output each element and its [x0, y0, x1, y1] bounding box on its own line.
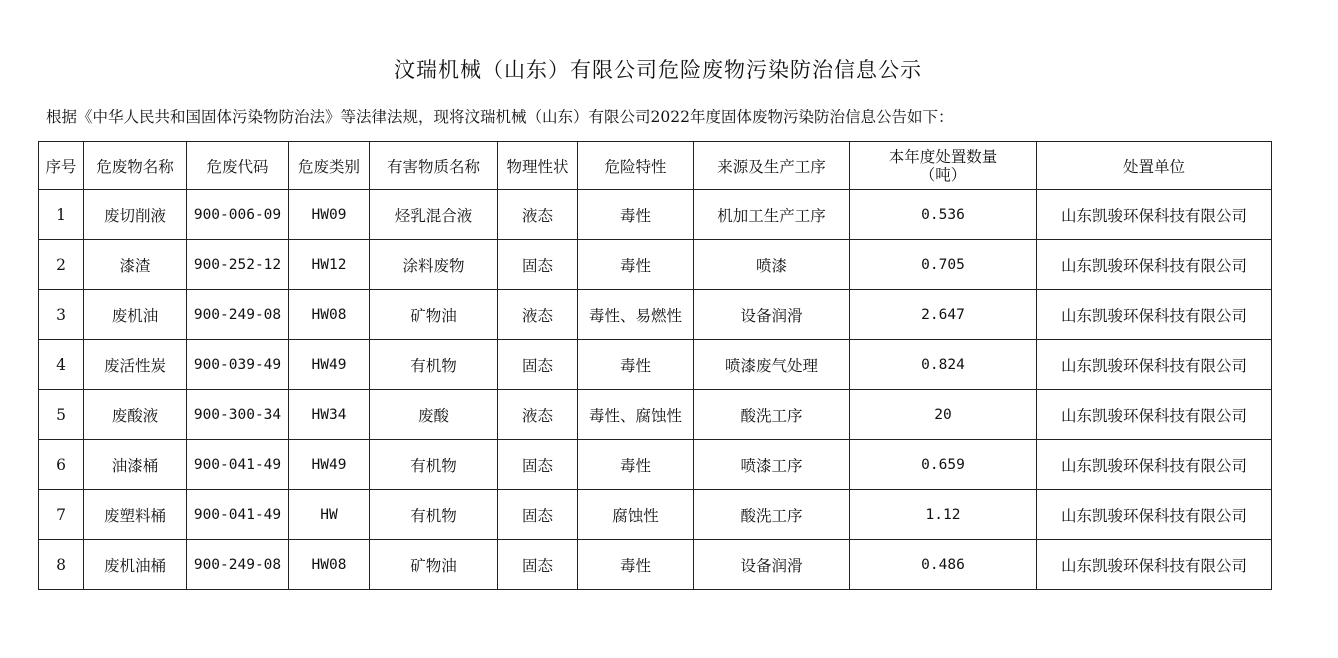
document-title: 汶瑞机械（山东）有限公司危险废物污染防治信息公示 [394, 58, 922, 82]
table-row [39, 490, 1272, 540]
cell-waste-code: 900-041-49 [187, 490, 289, 540]
header-harmful-substance: 有害物质名称 [370, 142, 498, 190]
cell-disposal-quantity: 0.659 [850, 440, 1037, 490]
cell-disposal-unit: 山东凯骏环保科技有限公司 [1037, 440, 1272, 490]
cell-waste-code: 900-300-34 [187, 390, 289, 440]
cell-waste-name: 废活性炭 [84, 340, 187, 390]
table-row [39, 390, 1272, 440]
cell-waste-category: HW34 [289, 390, 370, 440]
cell-waste-category: HW09 [289, 190, 370, 240]
cell-hazard-property: 毒性 [578, 440, 694, 490]
table-row [39, 290, 1272, 340]
cell-harmful-substance: 矿物油 [370, 540, 498, 590]
cell-physical-state: 固态 [498, 340, 578, 390]
cell-seq: 6 [39, 440, 84, 490]
cell-disposal-unit: 山东凯骏环保科技有限公司 [1037, 240, 1272, 290]
cell-disposal-quantity: 20 [850, 390, 1037, 440]
header-disposal-quantity-line1: 本年度处置数量 [888, 147, 998, 166]
cell-waste-category: HW12 [289, 240, 370, 290]
cell-disposal-unit: 山东凯骏环保科技有限公司 [1037, 190, 1272, 240]
cell-waste-code: 900-041-49 [187, 440, 289, 490]
cell-harmful-substance: 矿物油 [370, 290, 498, 340]
header-waste-name: 危废物名称 [84, 142, 187, 190]
cell-waste-code: 900-006-09 [187, 190, 289, 240]
cell-disposal-quantity: 0.536 [850, 190, 1037, 240]
cell-hazard-property: 毒性 [578, 240, 694, 290]
cell-waste-category: HW49 [289, 340, 370, 390]
table-header-row [39, 142, 1272, 190]
table-row [39, 190, 1272, 240]
cell-waste-name: 废酸液 [84, 390, 187, 440]
cell-physical-state: 液态 [498, 290, 578, 340]
cell-disposal-unit: 山东凯骏环保科技有限公司 [1037, 340, 1272, 390]
cell-harmful-substance: 涂料废物 [370, 240, 498, 290]
cell-waste-code: 900-249-08 [187, 290, 289, 340]
header-disposal-unit: 处置单位 [1037, 142, 1272, 190]
cell-disposal-unit: 山东凯骏环保科技有限公司 [1037, 390, 1272, 440]
cell-source-process: 酸洗工序 [694, 490, 850, 540]
cell-waste-name: 废塑料桶 [84, 490, 187, 540]
cell-disposal-quantity: 1.12 [850, 490, 1037, 540]
cell-hazard-property: 毒性 [578, 540, 694, 590]
cell-waste-code: 900-249-08 [187, 540, 289, 590]
intro-paragraph: 根据《中华人民共和国固体污染物防治法》等法律法规，现将汶瑞机械（山东）有限公司2022年度固体废物污染防治信息公告如下： [46, 108, 954, 126]
cell-waste-name: 废切削液 [84, 190, 187, 240]
header-hazard-property: 危险特性 [578, 142, 694, 190]
cell-disposal-quantity: 0.824 [850, 340, 1037, 390]
cell-harmful-substance: 有机物 [370, 490, 498, 540]
header-waste-code: 危废代码 [187, 142, 289, 190]
cell-source-process: 喷漆 [694, 240, 850, 290]
cell-source-process: 机加工生产工序 [694, 190, 850, 240]
cell-seq: 7 [39, 490, 84, 540]
cell-waste-category: HW08 [289, 290, 370, 340]
cell-disposal-quantity: 0.705 [850, 240, 1037, 290]
cell-physical-state: 液态 [498, 190, 578, 240]
cell-waste-category: HW49 [289, 440, 370, 490]
cell-hazard-property: 毒性 [578, 190, 694, 240]
header-seq: 序号 [39, 142, 84, 190]
cell-waste-category: HW08 [289, 540, 370, 590]
cell-harmful-substance: 有机物 [370, 440, 498, 490]
cell-hazard-property: 毒性 [578, 340, 694, 390]
cell-disposal-quantity: 2.647 [850, 290, 1037, 340]
table-row [39, 240, 1272, 290]
cell-waste-name: 废机油桶 [84, 540, 187, 590]
cell-source-process: 喷漆废气处理 [694, 340, 850, 390]
cell-source-process: 酸洗工序 [694, 390, 850, 440]
header-disposal-quantity [850, 142, 1037, 190]
cell-physical-state: 固态 [498, 240, 578, 290]
cell-source-process: 设备润滑 [694, 290, 850, 340]
cell-hazard-property: 毒性、易燃性 [578, 290, 694, 340]
cell-waste-name: 废机油 [84, 290, 187, 340]
cell-disposal-unit: 山东凯骏环保科技有限公司 [1037, 290, 1272, 340]
hazardous-waste-table [38, 141, 1272, 590]
table-row [39, 440, 1272, 490]
header-physical-state: 物理性状 [498, 142, 578, 190]
cell-disposal-unit: 山东凯骏环保科技有限公司 [1037, 490, 1272, 540]
cell-disposal-unit: 山东凯骏环保科技有限公司 [1037, 540, 1272, 590]
cell-seq: 4 [39, 340, 84, 390]
header-waste-category: 危废类别 [289, 142, 370, 190]
cell-hazard-property: 腐蚀性 [578, 490, 694, 540]
cell-waste-code: 900-039-49 [187, 340, 289, 390]
cell-physical-state: 固态 [498, 490, 578, 540]
table-row [39, 340, 1272, 390]
header-source-process: 来源及生产工序 [694, 142, 850, 190]
cell-waste-name: 漆渣 [84, 240, 187, 290]
cell-harmful-substance: 烃乳混合液 [370, 190, 498, 240]
cell-seq: 2 [39, 240, 84, 290]
cell-seq: 5 [39, 390, 84, 440]
cell-harmful-substance: 废酸 [370, 390, 498, 440]
header-disposal-quantity-unit: （吨） [919, 165, 967, 184]
cell-seq: 3 [39, 290, 84, 340]
cell-waste-code: 900-252-12 [187, 240, 289, 290]
cell-physical-state: 固态 [498, 540, 578, 590]
cell-source-process: 设备润滑 [694, 540, 850, 590]
cell-waste-name: 油漆桶 [84, 440, 187, 490]
cell-physical-state: 液态 [498, 390, 578, 440]
cell-harmful-substance: 有机物 [370, 340, 498, 390]
cell-source-process: 喷漆工序 [694, 440, 850, 490]
cell-seq: 1 [39, 190, 84, 240]
cell-disposal-quantity: 0.486 [850, 540, 1037, 590]
cell-hazard-property: 毒性、腐蚀性 [578, 390, 694, 440]
cell-physical-state: 固态 [498, 440, 578, 490]
cell-seq: 8 [39, 540, 84, 590]
cell-waste-category: HW [289, 490, 370, 540]
table-row [39, 540, 1272, 590]
